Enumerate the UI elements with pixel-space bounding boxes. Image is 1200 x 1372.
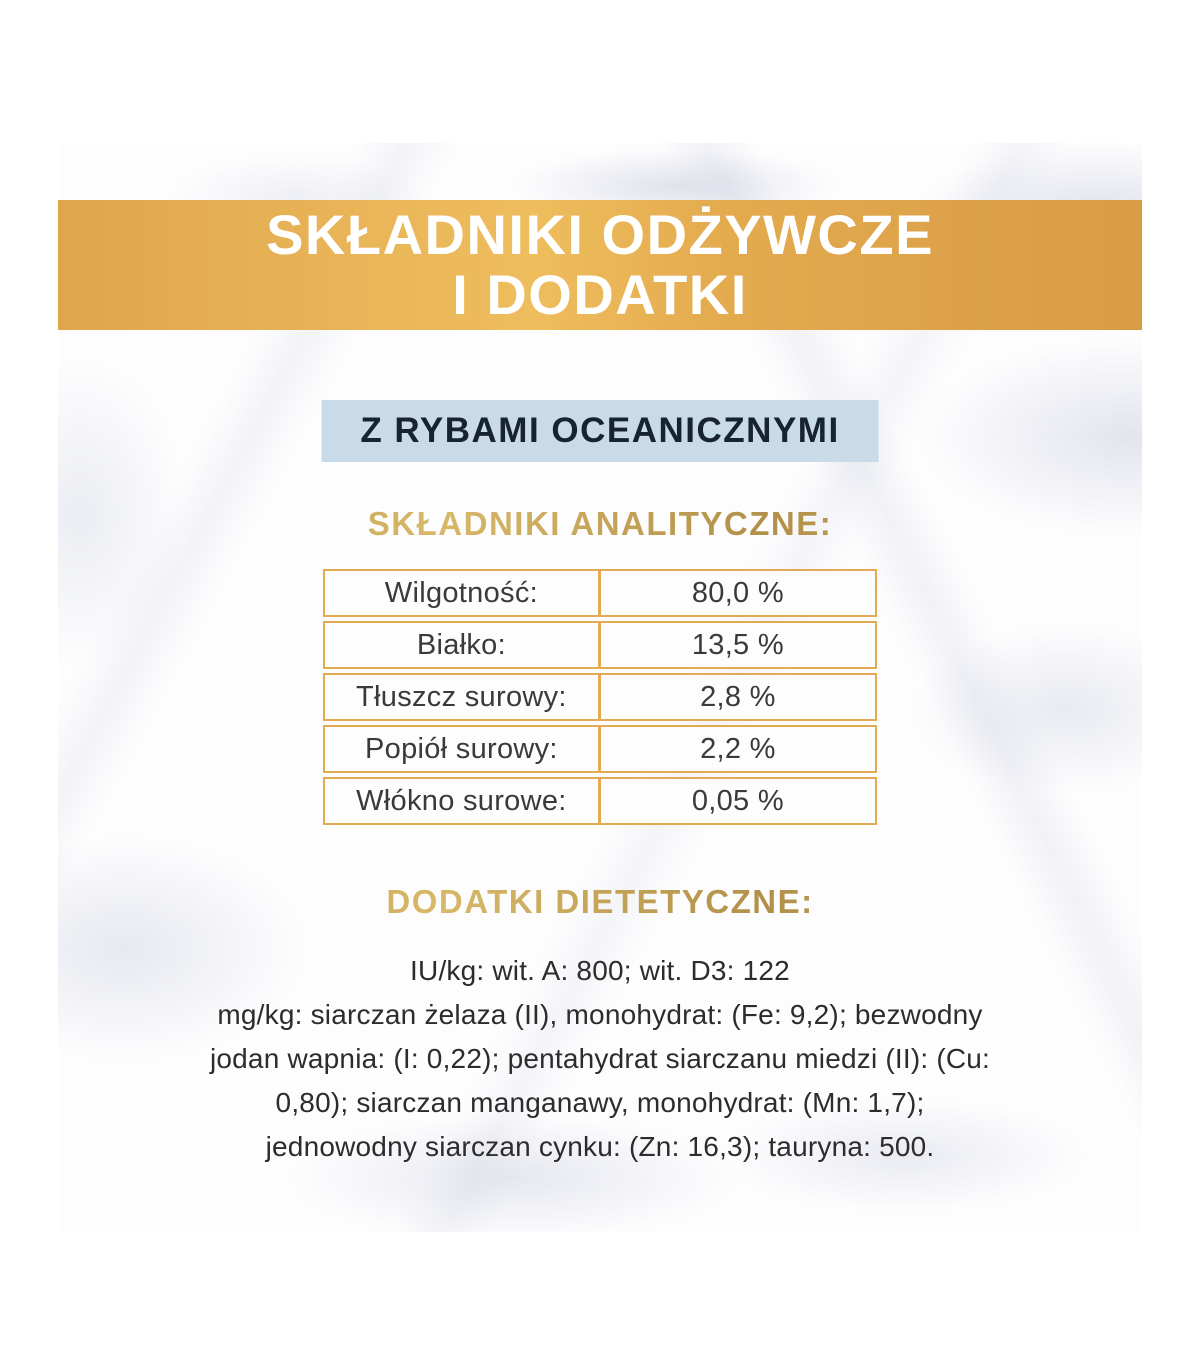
nutrient-value: 0,05 % — [691, 784, 784, 817]
additives-paragraph — [58, 949, 1142, 1169]
nutrient-value: 2,8 % — [700, 680, 776, 713]
title-banner — [58, 200, 1142, 330]
nutrient-label: Popiół surowy: — [325, 727, 601, 771]
nutrient-value: 2,2 % — [700, 732, 776, 765]
table-row — [323, 673, 877, 721]
variant-badge — [322, 400, 879, 462]
additives-heading: DODATKI DIETETYCZNE: — [58, 883, 1142, 921]
analytical-heading: SKŁADNIKI ANALITYCZNE: — [58, 505, 1142, 543]
page-title-line2: I DODATKI — [452, 263, 748, 326]
nutrient-label: Włókno surowe: — [325, 779, 601, 823]
nutrient-value: 80,0 % — [691, 576, 784, 609]
analytical-table — [323, 569, 877, 825]
additives-line: jodan wapnia: (I: 0,22); pentahydrat siarczanu miedzi (II): (Cu: — [209, 1043, 991, 1074]
table-row — [323, 621, 877, 669]
page-title-line1: SKŁADNIKI ODŻYWCZE — [266, 203, 934, 266]
additives-line: IU/kg: wit. A: 800; wit. D3: 122 — [410, 955, 790, 986]
nutrient-label: Białko: — [325, 623, 601, 667]
nutrient-label: Tłuszcz surowy: — [325, 675, 601, 719]
additives-line: jednowodny siarczan cynku: (Zn: 16,3); tauryna: 500. — [265, 1131, 935, 1162]
table-row — [323, 569, 877, 617]
table-row — [323, 777, 877, 825]
nutrient-label: Wilgotność: — [325, 571, 601, 615]
additives-line: mg/kg: siarczan żelaza (II), monohydrat: (Fe: 9,2); bezwodny — [217, 999, 983, 1030]
variant-badge-label: Z RYBAMI OCEANICZNYMI — [360, 411, 840, 450]
marble-background — [58, 143, 1142, 1232]
table-row — [323, 725, 877, 773]
additives-line: 0,80); siarczan manganawy, monohydrat: (Mn: 1,7); — [275, 1087, 925, 1118]
nutrient-value: 13,5 % — [691, 628, 784, 661]
